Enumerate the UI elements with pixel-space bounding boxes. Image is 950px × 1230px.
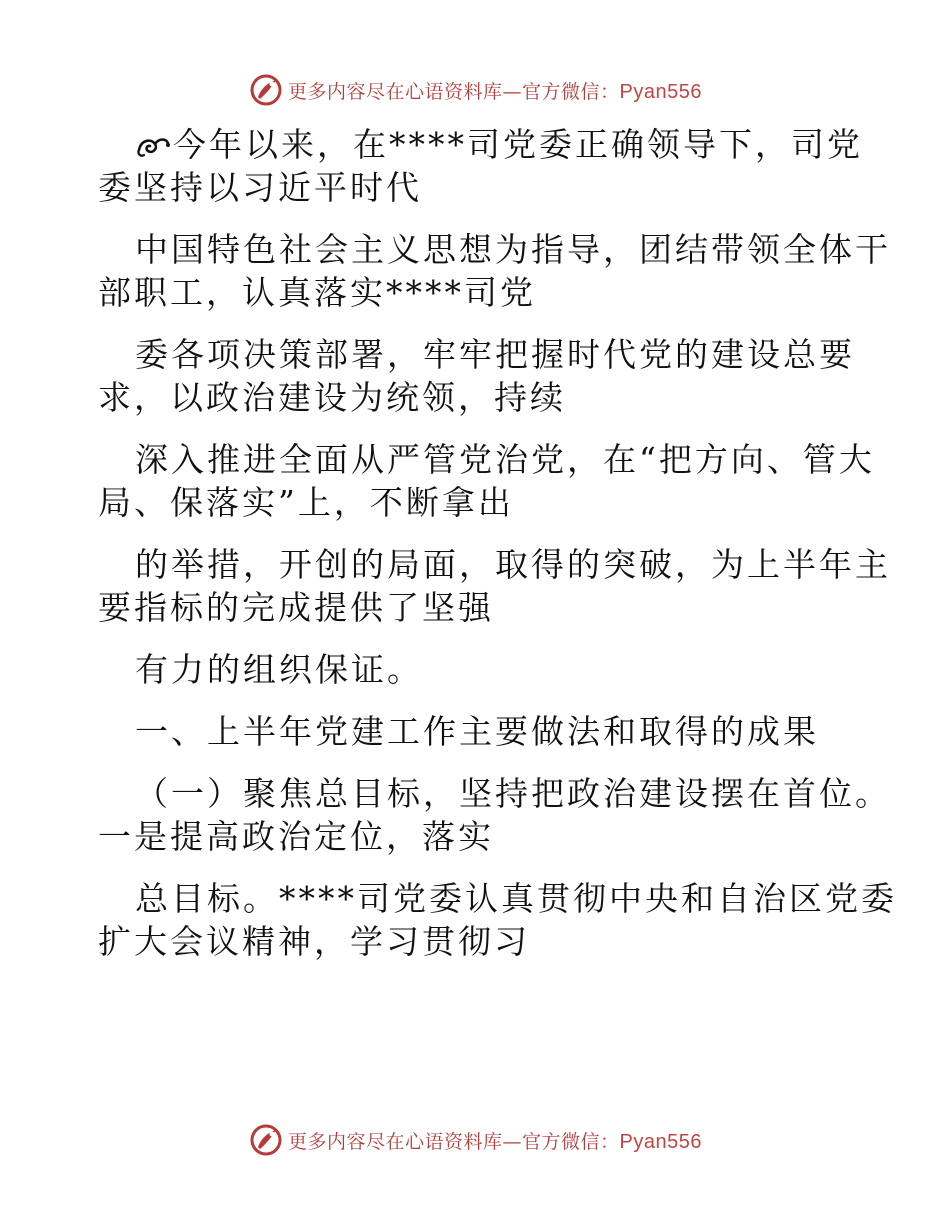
brand-logo-icon [248, 72, 284, 108]
paragraph-4: 深入推进全面从严管党治党，在“把方向、管大 [135, 440, 875, 479]
paragraph-6: 有力的组织保证。 [135, 650, 423, 689]
wechat-id: Pyan556 [619, 1130, 702, 1153]
paragraph-5-cont: 要指标的完成提供了坚强 [98, 588, 494, 627]
brand-logo-icon [248, 1122, 284, 1158]
paragraph-4-cont: 局、保落实”上，不断拿出 [98, 483, 514, 522]
paragraph-2-cont: 部职工，认真落实****司党 [98, 273, 536, 312]
wechat-id: Pyan556 [619, 80, 702, 103]
paragraph-9: 总目标。****司党委认真贯彻中央和自治区党委 [135, 879, 897, 918]
paragraph-5: 的举措，开创的局面，取得的突破，为上半年主 [135, 545, 891, 584]
banner-text: 更多内容尽在心语资料库—官方微信：Pyan556 [288, 1130, 702, 1153]
paragraph-9-cont: 扩大会议精神，学习贯彻习 [98, 922, 530, 961]
subsection-heading: （一）聚焦总目标，坚持把政治建设摆在首位。 [135, 774, 891, 813]
section-heading: 一、上半年党建工作主要做法和取得的成果 [135, 712, 819, 751]
footer-banner [0, 1120, 950, 1160]
paragraph-1-cont: 委坚持以习近平时代 [98, 168, 422, 207]
paragraph-3: 委各项决策部署，牢牢把握时代党的建设总要 [135, 335, 855, 374]
subsection-heading-cont: 一是提高政治定位，落实 [98, 817, 494, 856]
header-banner [0, 70, 950, 110]
paragraph-1: 今年以来，在****司党委正确领导下，司党 [98, 123, 858, 166]
document-body [98, 123, 897, 963]
banner-text: 更多内容尽在心语资料库—官方微信：Pyan556 [288, 80, 702, 103]
swirl-ornament-icon [135, 130, 171, 160]
paragraph-3-cont: 求，以政治建设为统领，持续 [98, 378, 566, 417]
paragraph-2: 中国特色社会主义思想为指导，团结带领全体干 [135, 230, 891, 269]
